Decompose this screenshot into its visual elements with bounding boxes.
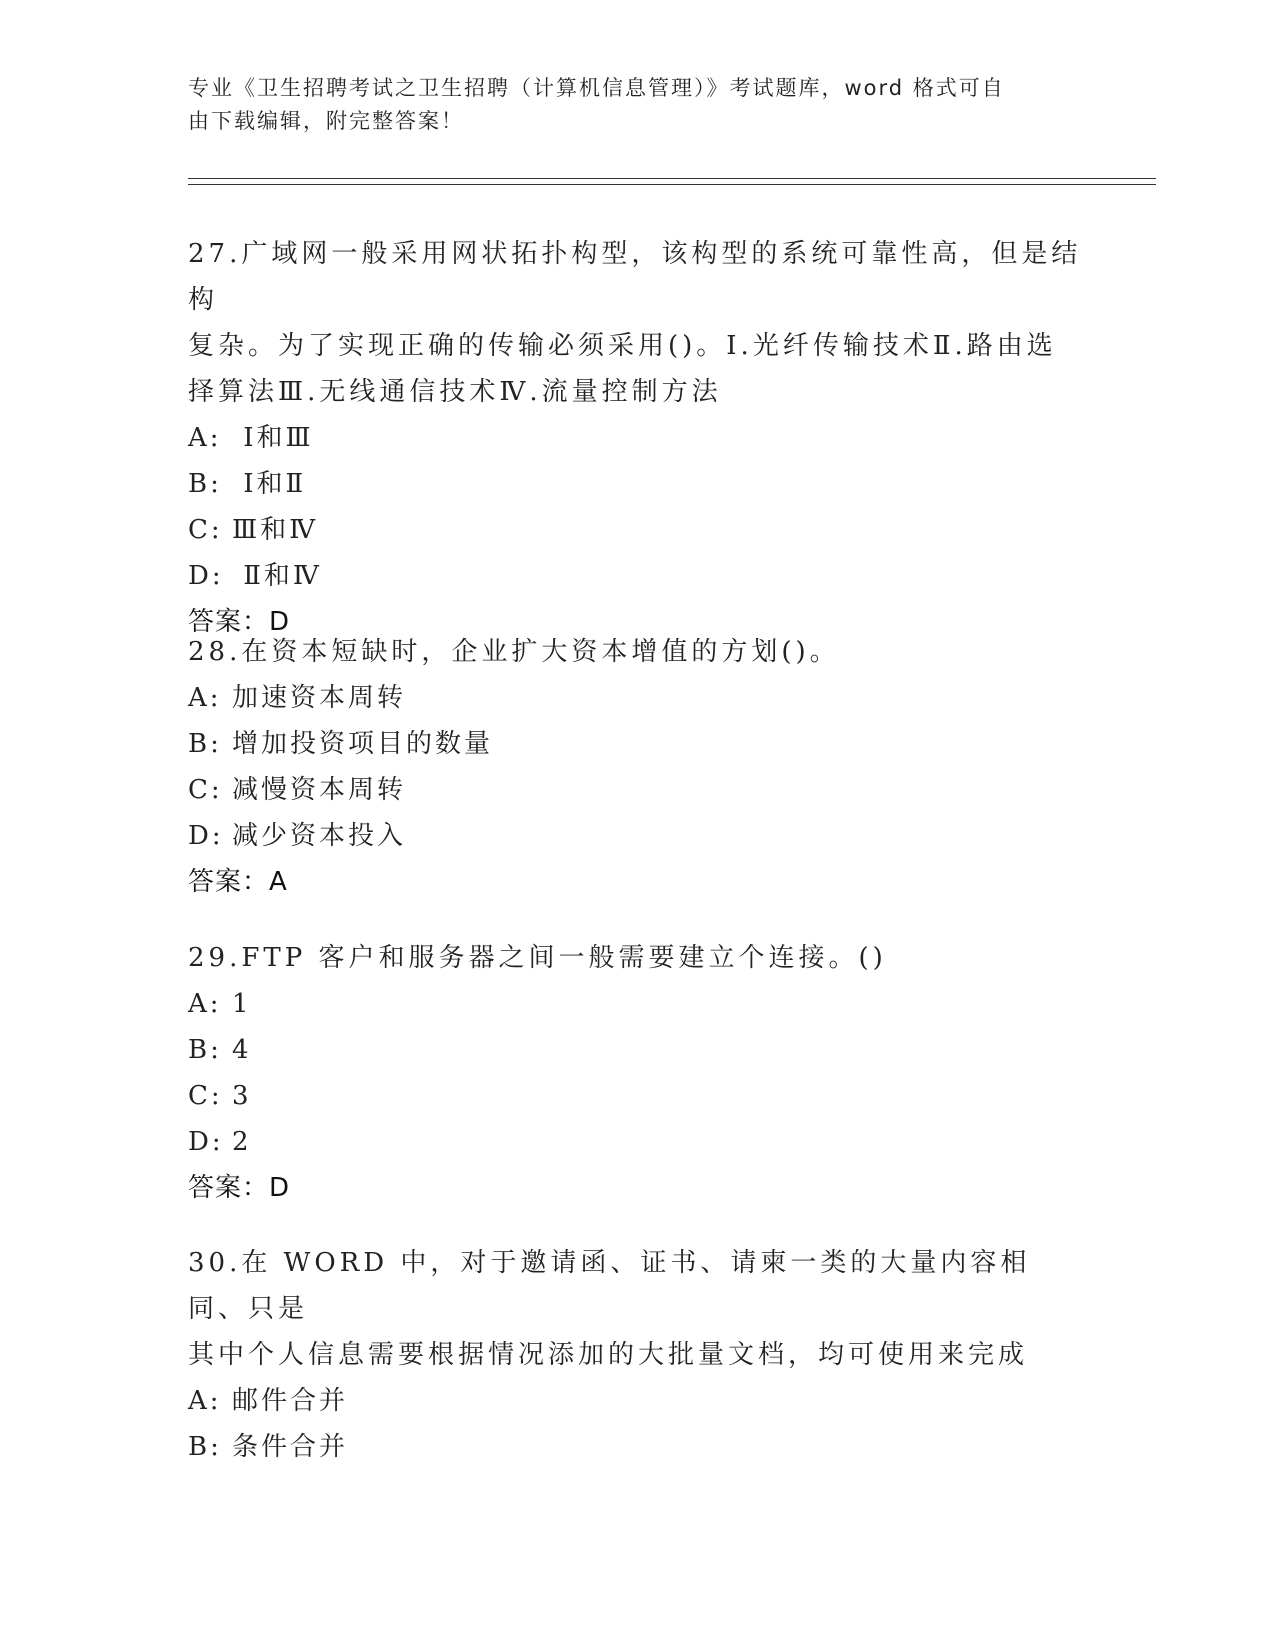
option-d bbox=[188, 1119, 1088, 1165]
option-text: Ⅱ和Ⅳ bbox=[232, 561, 322, 591]
question-line: 27.广域网一般采用网状拓扑构型，该构型的系统可靠性高，但是结构 bbox=[188, 239, 1082, 315]
option-letter: A: bbox=[188, 683, 222, 713]
question-28 bbox=[188, 629, 1088, 905]
option-d bbox=[188, 813, 1088, 859]
option-text: 3 bbox=[232, 1081, 252, 1111]
option-letter: B: bbox=[188, 469, 222, 499]
question-line: 其中个人信息需要根据情况添加的大批量文档，均可使用来完成 bbox=[188, 1340, 1029, 1370]
option-d bbox=[188, 553, 1088, 599]
header-line-2: 由下载编辑，附完整答案！ bbox=[188, 109, 464, 133]
document-header bbox=[188, 72, 1088, 138]
option-b bbox=[188, 461, 1088, 507]
option-letter: B: bbox=[188, 729, 222, 759]
option-text: 2 bbox=[232, 1127, 252, 1157]
option-a bbox=[188, 415, 1088, 461]
option-b bbox=[188, 1027, 1088, 1073]
option-c bbox=[188, 1073, 1088, 1119]
option-c bbox=[188, 767, 1088, 813]
option-text: 减慢资本周转 bbox=[232, 775, 407, 805]
option-letter: C: bbox=[188, 775, 223, 805]
option-letter: A: bbox=[188, 423, 222, 453]
option-a bbox=[188, 981, 1088, 1027]
question-30 bbox=[188, 1240, 1088, 1470]
option-letter: C: bbox=[188, 1081, 223, 1111]
option-letter: B: bbox=[188, 1432, 222, 1462]
option-text: 减少资本投入 bbox=[232, 821, 407, 851]
question-text bbox=[188, 629, 1088, 675]
option-letter: D: bbox=[188, 561, 224, 591]
header-divider-top bbox=[188, 178, 1156, 179]
option-b bbox=[188, 721, 1088, 767]
answer-line: 答案：D bbox=[188, 1173, 291, 1203]
question-line: 28.在资本短缺时，企业扩大资本增值的方划()。 bbox=[188, 637, 840, 667]
option-text: 增加投资项目的数量 bbox=[232, 729, 494, 759]
header-line-1: 专业《卫生招聘考试之卫生招聘（计算机信息管理）》考试题库，word 格式可自 bbox=[188, 76, 1005, 100]
question-line: 30.在 WORD 中，对于邀请函、证书、请柬一类的大量内容相同、只是 bbox=[188, 1248, 1031, 1324]
option-letter: A: bbox=[188, 1386, 222, 1416]
option-text: 4 bbox=[232, 1035, 252, 1065]
option-letter: D: bbox=[188, 821, 224, 851]
answer-line: 答案：D bbox=[188, 607, 291, 637]
option-text: 1 bbox=[232, 989, 252, 1019]
option-letter: B: bbox=[188, 1035, 222, 1065]
option-text: 条件合并 bbox=[232, 1432, 349, 1462]
question-27 bbox=[188, 231, 1088, 645]
option-text: 邮件合并 bbox=[232, 1386, 349, 1416]
option-a bbox=[188, 675, 1088, 721]
question-text bbox=[188, 1240, 1088, 1378]
option-letter: A: bbox=[188, 989, 222, 1019]
option-text: Ⅰ和Ⅱ bbox=[232, 469, 307, 499]
answer-line: 答案：A bbox=[188, 867, 288, 897]
question-line: 29.FTP 客户和服务器之间一般需要建立个连接。() bbox=[188, 943, 887, 973]
question-text bbox=[188, 231, 1088, 415]
option-text: Ⅲ和Ⅳ bbox=[232, 515, 319, 545]
option-text: Ⅰ和Ⅲ bbox=[232, 423, 314, 453]
question-text bbox=[188, 935, 1088, 981]
option-a bbox=[188, 1378, 1088, 1424]
header-divider-bottom bbox=[188, 184, 1156, 185]
question-29 bbox=[188, 935, 1088, 1211]
option-letter: D: bbox=[188, 1127, 224, 1157]
option-letter: C: bbox=[188, 515, 223, 545]
question-line: 择算法Ⅲ.无线通信技术Ⅳ.流量控制方法 bbox=[188, 377, 722, 407]
option-c bbox=[188, 507, 1088, 553]
option-text: 加速资本周转 bbox=[232, 683, 407, 713]
question-line: 复杂。为了实现正确的传输必须采用()。Ⅰ.光纤传输技术Ⅱ.路由选 bbox=[188, 331, 1057, 361]
option-b bbox=[188, 1424, 1088, 1470]
